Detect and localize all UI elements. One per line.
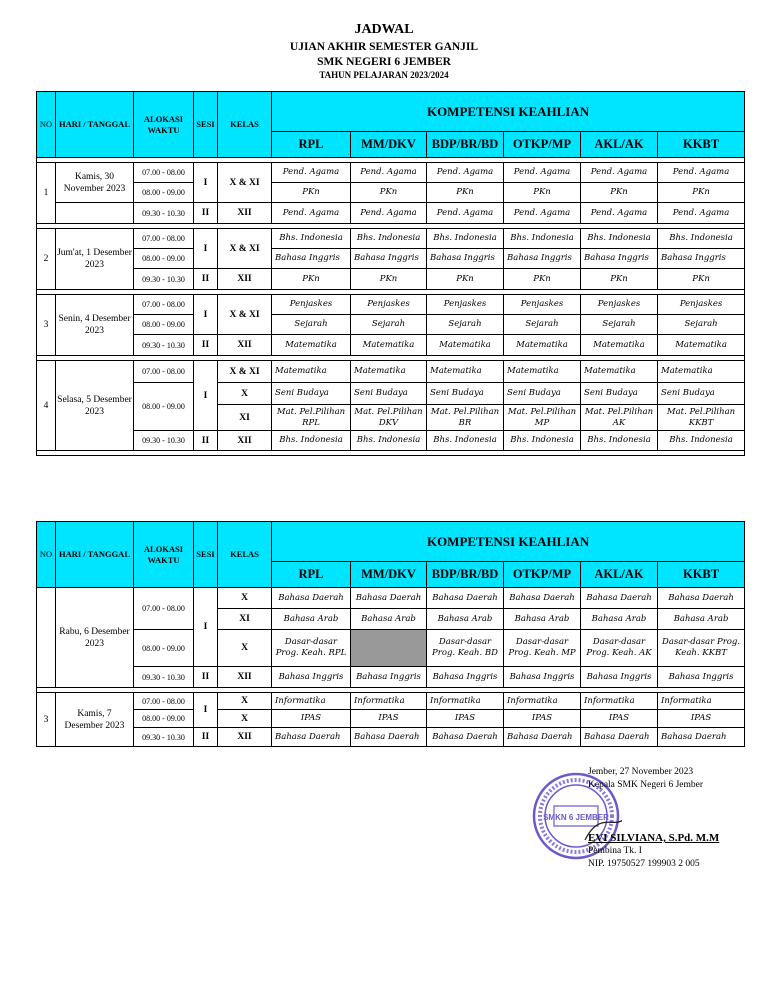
subject-cell: Dasar-dasar Prog. Keah. AK	[581, 630, 658, 667]
table-row	[37, 728, 745, 747]
table-row	[37, 693, 745, 710]
program-kkbt: KKBT	[658, 562, 745, 588]
subject-cell: Bahasa Daerah	[504, 728, 581, 747]
subject-cell: Bahasa Inggris	[581, 249, 658, 269]
col-no: NO	[37, 92, 56, 158]
time-slot: 08.00 - 09.00	[134, 183, 194, 203]
col-no: NO	[37, 522, 56, 588]
subject-cell: Pend. Agama	[427, 203, 504, 224]
session: II	[194, 728, 218, 747]
subject-cell: Dasar-dasar Prog. Keah. RPL	[272, 630, 351, 667]
signer-name: EVI SILVIANA, S.Pd. M.M	[588, 832, 720, 844]
signer-position: Kepala SMK Negeri 6 Jember	[588, 780, 704, 790]
class: X & XI	[218, 163, 272, 203]
time-slot: 07.00 - 08.00	[134, 229, 194, 249]
program-otkp: OTKP/MP	[504, 562, 581, 588]
subject-cell: Bahasa Daerah	[427, 588, 504, 609]
time-slot: 09.30 - 10.30	[134, 431, 194, 451]
subject-cell: IPAS	[427, 710, 504, 728]
subject-cell: Informatika	[658, 693, 745, 710]
document-title: JADWAL	[354, 22, 414, 37]
place-date: Jember, 27 November 2023	[588, 767, 694, 777]
class: XI	[218, 609, 272, 630]
subject-cell: Pend. Agama	[581, 163, 658, 183]
subject-cell: Matematika	[427, 335, 504, 356]
table-row	[37, 269, 745, 290]
subject-cell: Pend. Agama	[504, 203, 581, 224]
subject-cell: IPAS	[351, 710, 427, 728]
time-slot: 07.00 - 08.00	[134, 163, 194, 183]
subject-cell: IPAS	[658, 710, 745, 728]
subject-cell: Bahasa Daerah	[351, 728, 427, 747]
subject-cell: Pend. Agama	[351, 203, 427, 224]
col-kelas: KELAS	[218, 522, 272, 588]
subject-cell: IPAS	[581, 710, 658, 728]
subject-cell: Pend. Agama	[351, 163, 427, 183]
class: X	[218, 383, 272, 405]
table-row	[37, 383, 745, 405]
subject-cell: Bahasa Daerah	[581, 588, 658, 609]
session: II	[194, 269, 218, 290]
subject-cell: Informatika	[351, 693, 427, 710]
program-akl: AKL/AK	[581, 132, 658, 158]
subject-cell: PKn	[658, 269, 745, 290]
subject-cell: Bhs. Indonesia	[427, 431, 504, 451]
subject-cell: Bahasa Arab	[272, 609, 351, 630]
subject-cell: Bhs. Indonesia	[272, 431, 351, 451]
session: I	[194, 163, 218, 203]
subject-cell: Mat. Pel.Pilihan RPL	[272, 405, 351, 431]
time-slot: 09.30 - 10.30	[134, 269, 194, 290]
subject-cell: Matematika	[658, 335, 745, 356]
class: XII	[218, 728, 272, 747]
subject-cell: Sejarah	[272, 315, 351, 335]
table-row	[37, 431, 745, 451]
program-mm-dkv: MM/DKV	[351, 132, 427, 158]
subject-cell: Dasar-dasar Prog. Keah. BD	[427, 630, 504, 667]
class: XII	[218, 431, 272, 451]
time-slot: 07.00 - 08.00	[134, 588, 194, 630]
col-alokasi-waktu: ALOKASI WAKTU	[134, 92, 194, 158]
subject-cell: Seni Budaya	[504, 383, 581, 405]
subject-cell: Penjaskes	[581, 295, 658, 315]
subject-cell: PKn	[658, 183, 745, 203]
subject-cell: PKn	[504, 183, 581, 203]
program-bdp: BDP/BR/BD	[427, 562, 504, 588]
day-date: Selasa, 5 Desember 2023	[56, 361, 134, 451]
subject-cell: Informatika	[427, 693, 504, 710]
table-row	[37, 710, 745, 728]
table-row	[37, 588, 745, 609]
subject-cell: PKn	[581, 183, 658, 203]
signer-rank: Pembina Tk. I	[588, 846, 642, 856]
class: X & XI	[218, 361, 272, 383]
table-row	[37, 667, 745, 688]
exam-name: UJIAN AKHIR SEMESTER GANJIL	[289, 41, 479, 53]
time-slot: 07.00 - 08.00	[134, 693, 194, 710]
subject-cell: Penjaskes	[351, 295, 427, 315]
class: X & XI	[218, 229, 272, 269]
subject-cell: PKn	[581, 269, 658, 290]
signature-block	[588, 766, 719, 871]
day-date: Kamis, 7 Desember 2023	[56, 693, 134, 747]
stamp-text: SMKN 6 JEMBER	[543, 813, 609, 822]
subject-cell: Bahasa Inggris	[272, 667, 351, 688]
subject-cell: Pend. Agama	[504, 163, 581, 183]
row-number: 3	[37, 693, 56, 747]
program-mm-dkv: MM/DKV	[351, 562, 427, 588]
subject-cell: Matematika	[504, 361, 581, 383]
subject-cell: Bahasa Inggris	[427, 249, 504, 269]
col-sesi: SESI	[194, 522, 218, 588]
program-rpl: RPL	[272, 562, 351, 588]
time-slot: 07.00 - 08.00	[134, 295, 194, 315]
subject-cell: Seni Budaya	[658, 383, 745, 405]
time-slot: 08.00 - 09.00	[134, 383, 194, 431]
subject-cell: Matematika	[427, 361, 504, 383]
subject-cell: Bhs. Indonesia	[658, 431, 745, 451]
program-akl: AKL/AK	[581, 562, 658, 588]
table-row	[37, 163, 745, 183]
subject-cell: Bahasa Daerah	[272, 588, 351, 609]
class: X	[218, 710, 272, 728]
subject-cell: Bahasa Daerah	[658, 728, 745, 747]
subject-cell: Matematika	[581, 335, 658, 356]
subject-cell: Mat. Pel.Pilihan BR	[427, 405, 504, 431]
subject-cell: Bahasa Inggris	[581, 667, 658, 688]
subject-cell: Pend. Agama	[272, 203, 351, 224]
subject-cell: Sejarah	[581, 315, 658, 335]
session: II	[194, 203, 218, 224]
subject-cell: Sejarah	[504, 315, 581, 335]
subject-cell: Sejarah	[351, 315, 427, 335]
session: I	[194, 361, 218, 431]
subject-cell: Seni Budaya	[581, 383, 658, 405]
subject-cell: Bahasa Arab	[658, 609, 745, 630]
time-slot: 09.30 - 10.30	[134, 728, 194, 747]
time-slot: 09.30 - 10.30	[134, 203, 194, 224]
row-number: 1	[37, 163, 56, 224]
time-slot: 08.00 - 09.00	[134, 630, 194, 667]
subject-cell: Bhs. Indonesia	[427, 229, 504, 249]
table-row	[37, 183, 745, 203]
subject-cell: Bahasa Arab	[581, 609, 658, 630]
subject-cell: IPAS	[272, 710, 351, 728]
subject-cell: Mat. Pel.Pilihan AK	[581, 405, 658, 431]
subject-cell: Bhs. Indonesia	[581, 431, 658, 451]
table-row	[37, 361, 745, 383]
subject-cell: Bhs. Indonesia	[351, 431, 427, 451]
subject-cell: PKn	[351, 183, 427, 203]
subject-cell: IPAS	[504, 710, 581, 728]
subject-cell: Penjaskes	[504, 295, 581, 315]
subject-cell: Bahasa Inggris	[351, 249, 427, 269]
subject-cell: Bahasa Daerah	[272, 728, 351, 747]
subject-cell: Bahasa Arab	[351, 609, 427, 630]
day-date: Senin, 4 Desember 2023	[56, 295, 134, 356]
table-row	[37, 295, 745, 315]
subject-cell: Penjaskes	[658, 295, 745, 315]
subject-cell: PKn	[272, 269, 351, 290]
schedule-table-1	[36, 91, 745, 456]
subject-cell: Dasar-dasar Prog. Keah. MP	[504, 630, 581, 667]
subject-cell: Matematika	[351, 361, 427, 383]
subject-cell: Bahasa Daerah	[351, 588, 427, 609]
subject-cell: Informatika	[581, 693, 658, 710]
class: XII	[218, 335, 272, 356]
table-row	[37, 229, 745, 249]
table-row	[37, 203, 745, 224]
col-hari-tanggal: HARI / TANGGAL	[56, 522, 134, 588]
subject-cell: Bahasa Arab	[504, 609, 581, 630]
subject-cell: Matematika	[504, 335, 581, 356]
class: X	[218, 630, 272, 667]
subject-cell: Bhs. Indonesia	[504, 229, 581, 249]
subject-cell: PKn	[427, 269, 504, 290]
col-hari-tanggal: HARI / TANGGAL	[56, 92, 134, 158]
subject-cell: Informatika	[272, 693, 351, 710]
session: I	[194, 229, 218, 269]
subject-cell: Matematika	[351, 335, 427, 356]
subject-cell: Dasar-dasar Prog. Keah. KKBT	[658, 630, 745, 667]
subject-cell: Seni Budaya	[427, 383, 504, 405]
program-rpl: RPL	[272, 132, 351, 158]
subject-cell: Bhs. Indonesia	[658, 229, 745, 249]
class: X	[218, 588, 272, 609]
subject-cell: Bahasa Inggris	[504, 249, 581, 269]
col-kelas: KELAS	[218, 92, 272, 158]
row-number: 4	[37, 361, 56, 451]
subject-cell: Pend. Agama	[427, 163, 504, 183]
subject-cell: Pend. Agama	[581, 203, 658, 224]
subject-cell: Bahasa Daerah	[581, 728, 658, 747]
program-bdp: BDP/BR/BD	[427, 132, 504, 158]
subject-cell: Bhs. Indonesia	[504, 431, 581, 451]
academic-year: TAHUN PELAJARAN 2023/2024	[319, 70, 449, 80]
subject-cell: Pend. Agama	[658, 203, 745, 224]
subject-cell: Matematika	[658, 361, 745, 383]
row-number: 3	[37, 295, 56, 356]
col-kompetensi-keahlian: KOMPETENSI KEAHLIAN	[272, 522, 745, 562]
subject-cell: Bhs. Indonesia	[581, 229, 658, 249]
time-slot: 09.30 - 10.30	[134, 667, 194, 688]
day-date: Kamis, 30 November 2023	[56, 163, 134, 203]
subject-cell: Bahasa Inggris	[504, 667, 581, 688]
subject-cell: Penjaskes	[272, 295, 351, 315]
day-date: Jum'at, 1 Desember 2023	[56, 229, 134, 290]
subject-cell: Bahasa Inggris	[272, 249, 351, 269]
subject-cell: Seni Budaya	[351, 383, 427, 405]
subject-cell: Seni Budaya	[272, 383, 351, 405]
subject-cell: Bhs. Indonesia	[272, 229, 351, 249]
subject-cell: Bahasa Daerah	[658, 588, 745, 609]
subject-cell: Bahasa Daerah	[427, 728, 504, 747]
table-row	[37, 335, 745, 356]
subject-cell: Matematika	[581, 361, 658, 383]
subject-cell: Bahasa Inggris	[658, 667, 745, 688]
program-otkp: OTKP/MP	[504, 132, 581, 158]
class: XII	[218, 667, 272, 688]
schedule-table-2	[36, 521, 745, 747]
subject-cell: Bhs. Indonesia	[351, 229, 427, 249]
school-name: SMK NEGERI 6 JEMBER	[317, 56, 451, 68]
subject-cell: Mat. Pel.Pilihan DKV	[351, 405, 427, 431]
subject-cell: Sejarah	[427, 315, 504, 335]
subject-cell: Pend. Agama	[658, 163, 745, 183]
subject-cell: Bahasa Arab	[427, 609, 504, 630]
subject-cell: Matematika	[272, 335, 351, 356]
class: X & XI	[218, 295, 272, 335]
row-number: 2	[37, 229, 56, 290]
class: X	[218, 693, 272, 710]
session: II	[194, 667, 218, 688]
time-slot: 08.00 - 09.00	[134, 710, 194, 728]
subject-cell: PKn	[427, 183, 504, 203]
table-row	[37, 630, 745, 667]
day-date: Rabu, 6 Desember 2023	[56, 588, 134, 688]
col-sesi: SESI	[194, 92, 218, 158]
signer-nip: NIP. 19750527 199903 2 005	[588, 859, 700, 869]
session: II	[194, 335, 218, 356]
table-row	[37, 249, 745, 269]
subject-cell: Mat. Pel.Pilihan MP	[504, 405, 581, 431]
time-slot: 09.30 - 10.30	[134, 335, 194, 356]
blocked-cell	[351, 630, 427, 667]
subject-cell: PKn	[272, 183, 351, 203]
subject-cell: Bahasa Inggris	[351, 667, 427, 688]
session: I	[194, 588, 218, 667]
subject-cell: Mat. Pel.Pilihan KKBT	[658, 405, 745, 431]
subject-cell: PKn	[504, 269, 581, 290]
subject-cell: Bahasa Daerah	[504, 588, 581, 609]
session: I	[194, 295, 218, 335]
session: I	[194, 693, 218, 728]
subject-cell: Penjaskes	[427, 295, 504, 315]
time-slot: 08.00 - 09.00	[134, 249, 194, 269]
subject-cell: Bahasa Inggris	[658, 249, 745, 269]
session: II	[194, 431, 218, 451]
class: XI	[218, 405, 272, 431]
table-row	[37, 315, 745, 335]
subject-cell: Sejarah	[658, 315, 745, 335]
time-slot: 08.00 - 09.00	[134, 315, 194, 335]
subject-cell: Informatika	[504, 693, 581, 710]
subject-cell: Bahasa Inggris	[427, 667, 504, 688]
subject-cell: PKn	[351, 269, 427, 290]
time-slot: 07.00 - 08.00	[134, 361, 194, 383]
subject-cell: Pend. Agama	[272, 163, 351, 183]
col-kompetensi-keahlian: KOMPETENSI KEAHLIAN	[272, 92, 745, 132]
col-alokasi-waktu: ALOKASI WAKTU	[134, 522, 194, 588]
subject-cell: Matematika	[272, 361, 351, 383]
class: XII	[218, 203, 272, 224]
program-kkbt: KKBT	[658, 132, 745, 158]
class: XII	[218, 269, 272, 290]
